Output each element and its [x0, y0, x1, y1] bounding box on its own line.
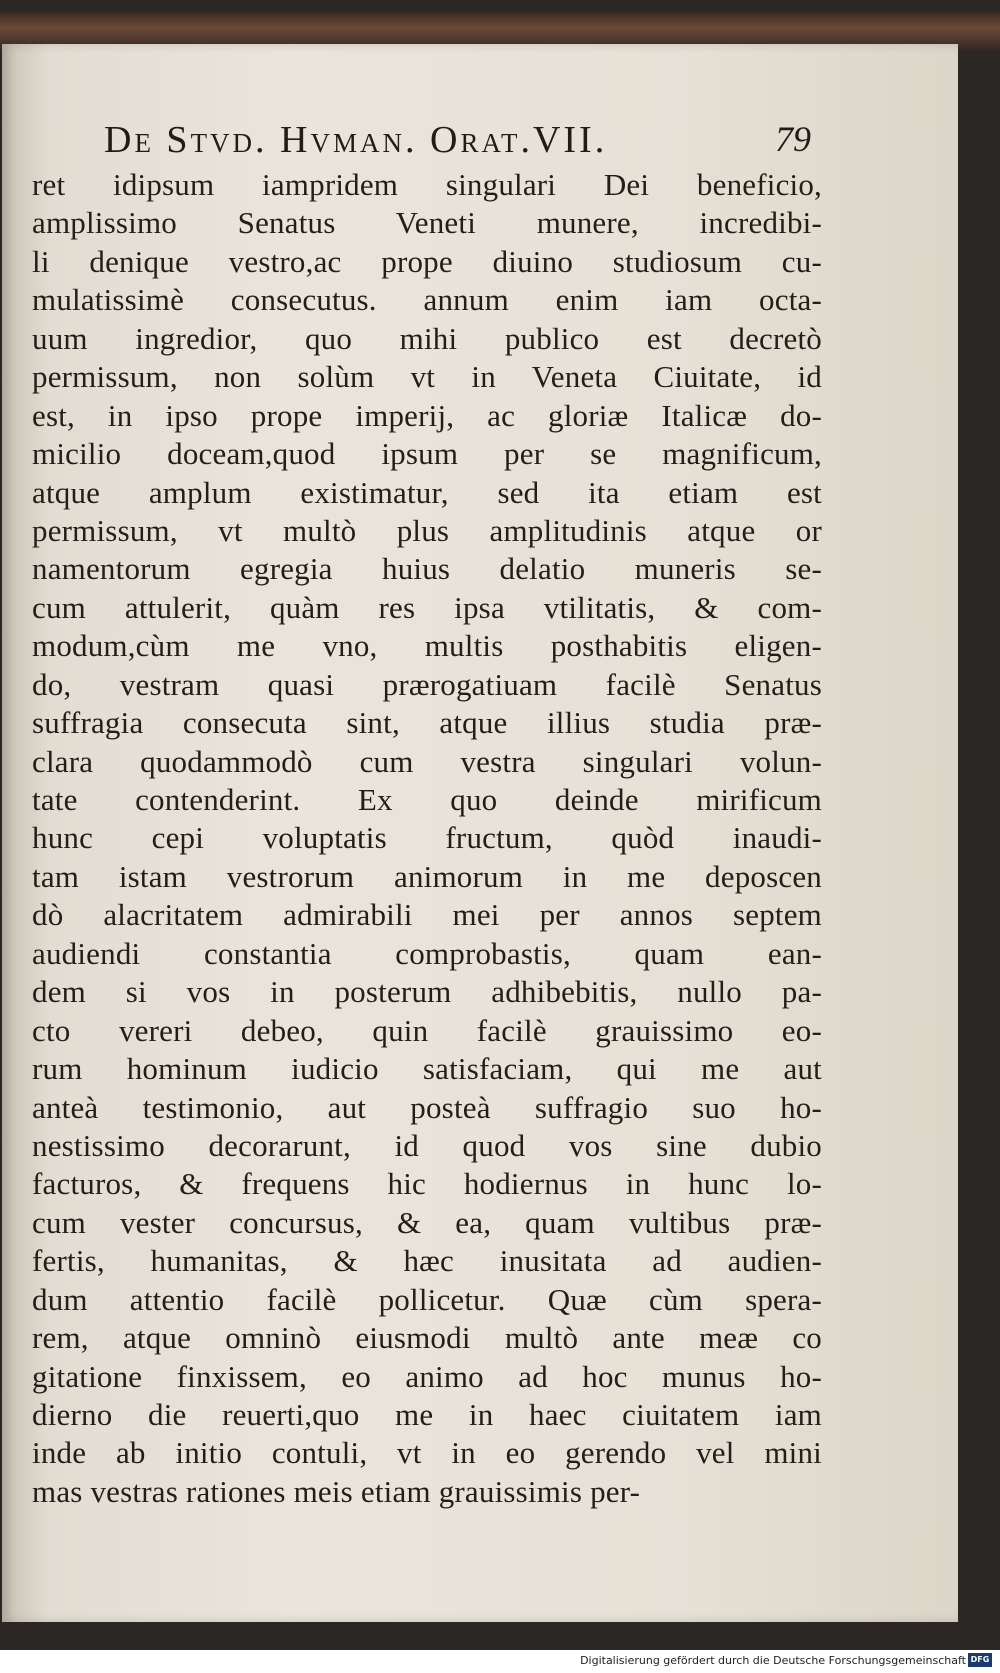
text-line: li denique vestro,ac prope diuino studiosum cu-: [32, 243, 822, 279]
body-text: [32, 166, 822, 1511]
text-line: clara quodammodò cum vestra singulari volun-: [32, 743, 822, 779]
text-line: namentorum egregia huius delatio muneris se-: [32, 551, 822, 587]
text-line: nestissimo decorarunt, id quod vos sine dubio: [32, 1127, 822, 1163]
text-line: suffragia consecuta sint, atque illius studia præ-: [32, 705, 822, 741]
text-line: est, in ipso prope imperij, ac gloriæ Italicæ do-: [32, 397, 822, 433]
text-line: tate contenderint. Ex quo deinde mirificum: [32, 782, 822, 817]
text-line: fertis, humanitas, & hæc inusitata ad audien-: [32, 1243, 822, 1279]
text-line: amplissimo Senatus Veneti munere, incredibi-: [32, 205, 822, 241]
text-line: atque amplum existimatur, sed ita etiam est: [32, 474, 822, 510]
text-line: rum hominum iudicio satisfaciam, qui me aut: [32, 1051, 822, 1087]
text-line: hunc cepi voluptatis fructum, quòd inaudi-: [32, 820, 822, 856]
text-line: dem si vos in posterum adhibebitis, nullo pa-: [32, 974, 822, 1010]
text-line: micilio doceam,quod ipsum per se magnificum,: [32, 436, 822, 472]
text-line: ret idipsum iampridem singulari Dei beneficio,: [32, 167, 822, 202]
text-line: do, vestram quasi prærogatiuam facilè Senatus: [32, 666, 822, 702]
footer-credit: Digitalisierung gefördert durch die Deutsche Forschungsgemeinschaft: [580, 1654, 966, 1667]
text-line: dò alacritatem admirabili mei per annos septem: [32, 897, 822, 933]
text-line: mulatissimè consecutus. annum enim iam octa-: [32, 282, 822, 318]
page-number: 79: [775, 119, 811, 159]
text-line: cum vester concursus, & ea, quam vultibus præ-: [32, 1204, 822, 1240]
show-through-text: [832, 134, 952, 1434]
text-line: uum ingredior, quo mihi publico est decretò: [32, 320, 822, 356]
dfg-logo: DFG: [968, 1653, 992, 1667]
text-line: dum attentio facilè pollicetur. Quæ cùm spera-: [32, 1281, 822, 1317]
text-line: permissum, vt multò plus amplitudinis atque or: [32, 512, 822, 548]
text-line: facturos, & frequens hic hodiernus in hunc lo-: [32, 1166, 822, 1202]
text-line: dierno die reuerti,quo me in haec ciuitatem iam: [32, 1397, 822, 1432]
text-line: audiendi constantia comprobastis, quam ean-: [32, 935, 822, 971]
text-line: mas vestras rationes meis etiam grauissimis per-: [32, 1473, 641, 1509]
text-line: rem, atque omninò eiusmodi multò ante meæ co: [32, 1320, 822, 1356]
text-line: gitatione finxissem, eo animo ad hoc munus ho-: [32, 1358, 822, 1394]
text-line: inde ab initio contuli, vt in eo gerendo vel mini: [32, 1435, 822, 1471]
text-line: tam istam vestrorum animorum in me deposcen: [32, 858, 822, 894]
running-title: De Stvd. Hvman. Orat.VII.: [104, 119, 608, 161]
text-line: modum,cùm me vno, multis posthabitis eligen-: [32, 628, 822, 664]
text-line: permissum, non solùm vt in Veneta Ciuitate, id: [32, 359, 822, 395]
text-line: cto vereri debeo, quin facilè grauissimo eo-: [32, 1012, 822, 1048]
text-line: anteà testimonio, aut posteà suffragio suo ho-: [32, 1089, 822, 1125]
text-line: cum attulerit, quàm res ipsa vtilitatis, & com-: [32, 589, 822, 625]
